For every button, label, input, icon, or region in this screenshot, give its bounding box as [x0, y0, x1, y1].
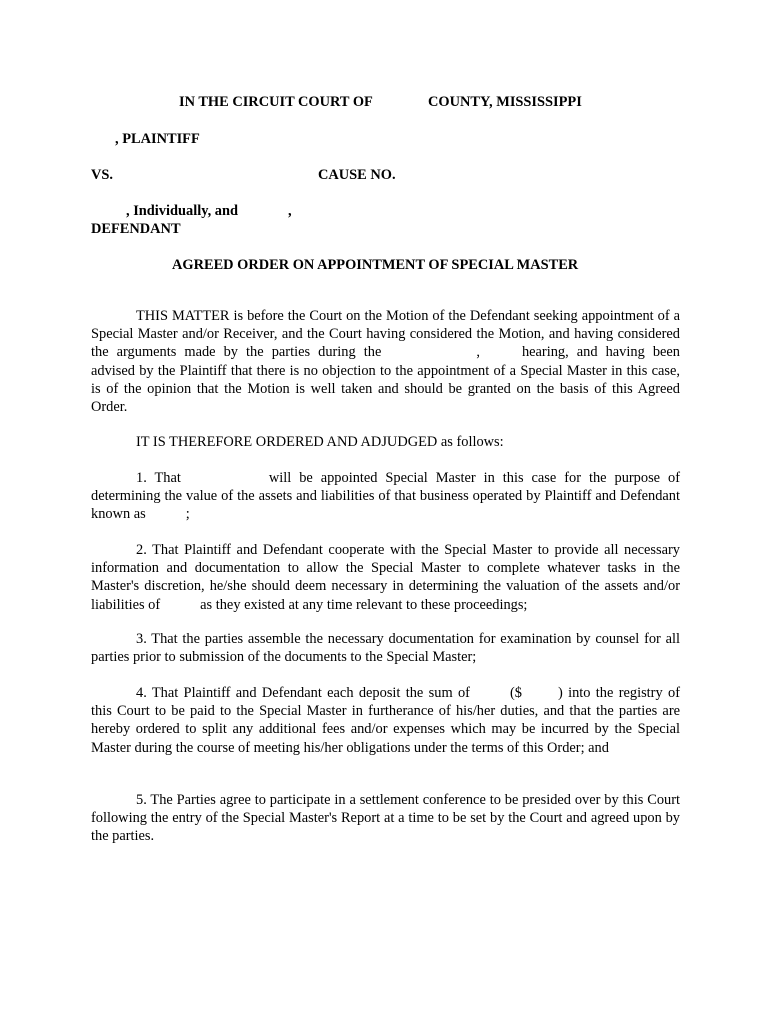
plaintiff-label: , PLAINTIFF: [115, 131, 200, 147]
court-heading-suffix: COUNTY, MISSISSIPPI: [428, 94, 582, 110]
item-2-text-part1: 2. That Plaintiff and Defendant cooperate with the Special Master to provide all necessary information and documentation to allow the Special Master to complete whatever tasks in the Master's discretion, he/she should deem necessary in determining the valuation of the assets and/or liabilities of: [91, 542, 680, 613]
defendant-individually-label: , Individually, and: [126, 203, 238, 219]
item-4-text-part1: 4. That Plaintiff and Defendant each deposit the sum of: [136, 685, 470, 701]
item-1-text-part2: will be appointed Special Master in this case for the purpose of determining the value of the assets and liabilities of that business operated by Plaintiff and Defendant known as: [91, 470, 680, 523]
item-4-paragraph: [91, 684, 680, 757]
versus-label: VS.: [91, 167, 113, 183]
intro-text-part2: hearing, and having been advised by the Plaintiff that there is no objection to the appointment of a Special Master in this case, is of the opinion that the Motion is well taken and should be granted on the basis of this Agreed Order.: [91, 344, 680, 416]
court-heading-prefix: IN THE CIRCUIT COURT OF: [179, 94, 373, 110]
intro-comma: ,: [476, 344, 480, 361]
item-1-end: ;: [185, 506, 190, 523]
defendant-label: DEFENDANT: [91, 221, 181, 237]
ordered-adjudged-line: IT IS THEREFORE ORDERED AND ADJUDGED as follows:: [136, 434, 504, 450]
item-3-paragraph: [91, 630, 680, 666]
intro-paragraph: [91, 307, 680, 416]
item-5-paragraph: [91, 791, 680, 846]
order-title: AGREED ORDER ON APPOINTMENT OF SPECIAL MASTER: [172, 257, 579, 273]
item-4-text-part2: ) into the registry of this Court to be paid to the Special Master in furtherance of his/her duties, and that the parties are hereby ordered to split any additional fees and/or expenses which may be incurred by the Special Master during the course of meeting his/her obligations under the terms of this Order; and: [91, 685, 680, 756]
intro-text-part1: THIS MATTER is before the Court on the Motion of the Defendant seeking appointment of a Special Master and/or Receiver, and the Court having considered the Motion, and having considered the arguments made by the parties during the: [91, 308, 680, 361]
item-3-text: 3. That the parties assemble the necessary documentation for examination by counsel for all parties prior to submission of the documents to the Special Master;: [91, 631, 680, 666]
cause-number-label: CAUSE NO.: [318, 167, 396, 183]
item-4-dollar: ($: [509, 685, 522, 701]
item-5-text: 5. The Parties agree to participate in a settlement conference to be presided over by this Court following the entry of the Special Master's Report at a time to be set by the Court and agreed upon by the parties.: [91, 792, 680, 845]
defendant-comma: ,: [288, 203, 292, 219]
item-2-paragraph: [91, 541, 680, 614]
item-2-text-part2: as they existed at any time relevant to these proceedings;: [200, 596, 528, 613]
item-1-text-part1: 1. That: [136, 470, 181, 486]
item-1-paragraph: [91, 469, 680, 524]
